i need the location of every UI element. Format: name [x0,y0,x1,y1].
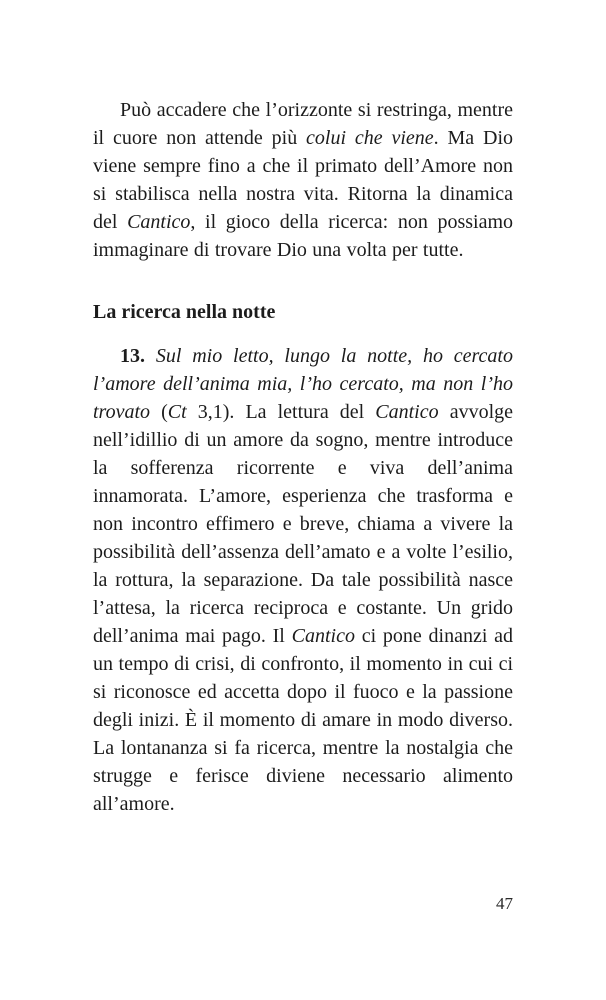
section-heading: La ricerca nella notte [93,301,276,323]
paragraph-13: 13. Sul mio letto, lungo la notte, ho cercato l’amore dell’anima mia, l’ho cercato, ma non l’ho trovato (Ct 3,1). La lettura del Cantico avvolge nell’idillio di un amore da sogno, mentre introduce la sofferenza ricorrente e viva dell’anima innamorata. L’amore, esperienza che trasforma e non incontro effimero e breve, chiama a vivere la possibilità dell’assenza dell’amato e a volte l’esilio, la rottura, la separazione. Da tale possibilità nasce l’attesa, la ricerca reciproca e costante. Un grido dell’anima mai pago. Il Cantico ci pone dinanzi ad un tempo di crisi, di confronto, il momento in cui ci si riconosce ed accetta dopo il fuoco e la passione degli inizi. È il momento di amare in modo diverso. La lontananza si fa ricerca, mentre la nostalgia che strugge e ferisce diviene necessario alimento all’amore. [93,345,514,815]
page-number: 47 [496,894,513,913]
paragraph-opening: Può accadere che l’orizzonte si restringa, mentre il cuore non attende più colui che viene. Ma Dio viene sempre fino a che il primato dell’Amore non si stabilisca nella nostra vita. Ritorna la dinamica del Cantico, il gioco della ricerca: non possiamo immaginare di trovare Dio una volta per tutte. [93,99,514,261]
page-body [93,96,513,818]
